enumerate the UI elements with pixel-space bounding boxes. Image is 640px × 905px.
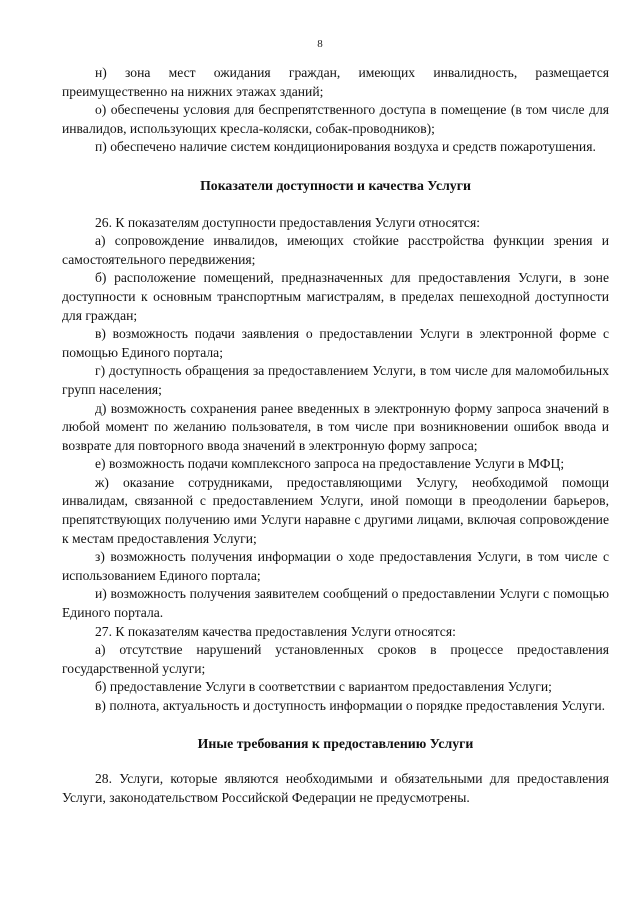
paragraph-26-b: б) расположение помещений, предназначенных для предоставления Услуги, в зоне доступности к основным транспортным магистралям, в пределах пешеходной доступности для граждан; xyxy=(62,270,609,323)
paragraph-26-e: е) возможность подачи комплексного запроса на предоставление Услуги в МФЦ; xyxy=(95,456,565,472)
paragraph-27: 27. К показателям качества предоставления Услуги относятся: xyxy=(95,623,456,639)
paragraph-26-z: з) возможность получения информации о ходе предоставления Услуги, в том числе с использованием Единого портала; xyxy=(62,549,609,583)
section-heading-other-requirements: Иные требования к предоставлению Услуги xyxy=(197,735,474,751)
paragraph-26-zh: ж) оказание сотрудниками, предоставляющими Услугу, необходимой помощи инвалидам, связанной с предоставлением Услуги, иной помощи в преодолении барьеров, препятствующих получению ими Услуги наравне с другими лицами, включая сопровождение к местам предоставления Услуги; xyxy=(62,474,609,546)
paragraph-26: 26. К показателям доступности предоставления Услуги относятся: xyxy=(95,214,481,230)
paragraph-26-g: г) доступность обращения за предоставлением Услуги, в том числе для маломобильных групп населения; xyxy=(62,363,609,397)
paragraph-26-i: и) возможность получения заявителем сообщений о предоставлении Услуги с помощью Единого портала. xyxy=(62,586,609,621)
paragraph-27-b: б) предоставление Услуги в соответствии с вариантом предоставления Услуги; xyxy=(95,679,552,695)
paragraph-27-a: а) отсутствие нарушений установленных сроков в процессе предоставления государственной услуги; xyxy=(62,642,609,676)
paragraph-o: о) обеспечены условия для беспрепятственного доступа в помещение (в том числе для инвалидов, использующих кресла-коляски, собак-проводников); xyxy=(62,102,609,136)
paragraph-26-v: в) возможность подачи заявления о предоставлении Услуги в электронной форме с помощью Единого портала; xyxy=(62,326,609,360)
paragraph-n: н) зона мест ожидания граждан, имеющих инвалидность, размещается преимущественно на нижних этажах зданий; xyxy=(62,65,609,99)
document-body xyxy=(62,64,609,807)
paragraph-26-d: д) возможность сохранения ранее введенных в электронную форму запроса значений в любой момент по желанию пользователя, в том числе при возникновении ошибок ввода и возврате для повторного ввода значений в электронную форму запроса; xyxy=(62,400,609,453)
paragraph-28: 28. Услуги, которые являются необходимыми и обязательными для предоставления Услуги, законодательством Российской Федерации не предусмотрены. xyxy=(62,771,609,805)
paragraph-27-v: в) полнота, актуальность и доступность информации о порядке предоставления Услуги. xyxy=(95,698,606,713)
paragraph-p: п) обеспечено наличие систем кондиционирования воздуха и средств пожаротушения. xyxy=(95,139,596,155)
page-number: 8 xyxy=(317,38,323,50)
section-heading-accessibility: Показатели доступности и качества Услуги xyxy=(200,177,471,193)
paragraph-26-a: а) сопровождение инвалидов, имеющих стойкие расстройства функции зрения и самостоятельного передвижения; xyxy=(62,233,609,267)
